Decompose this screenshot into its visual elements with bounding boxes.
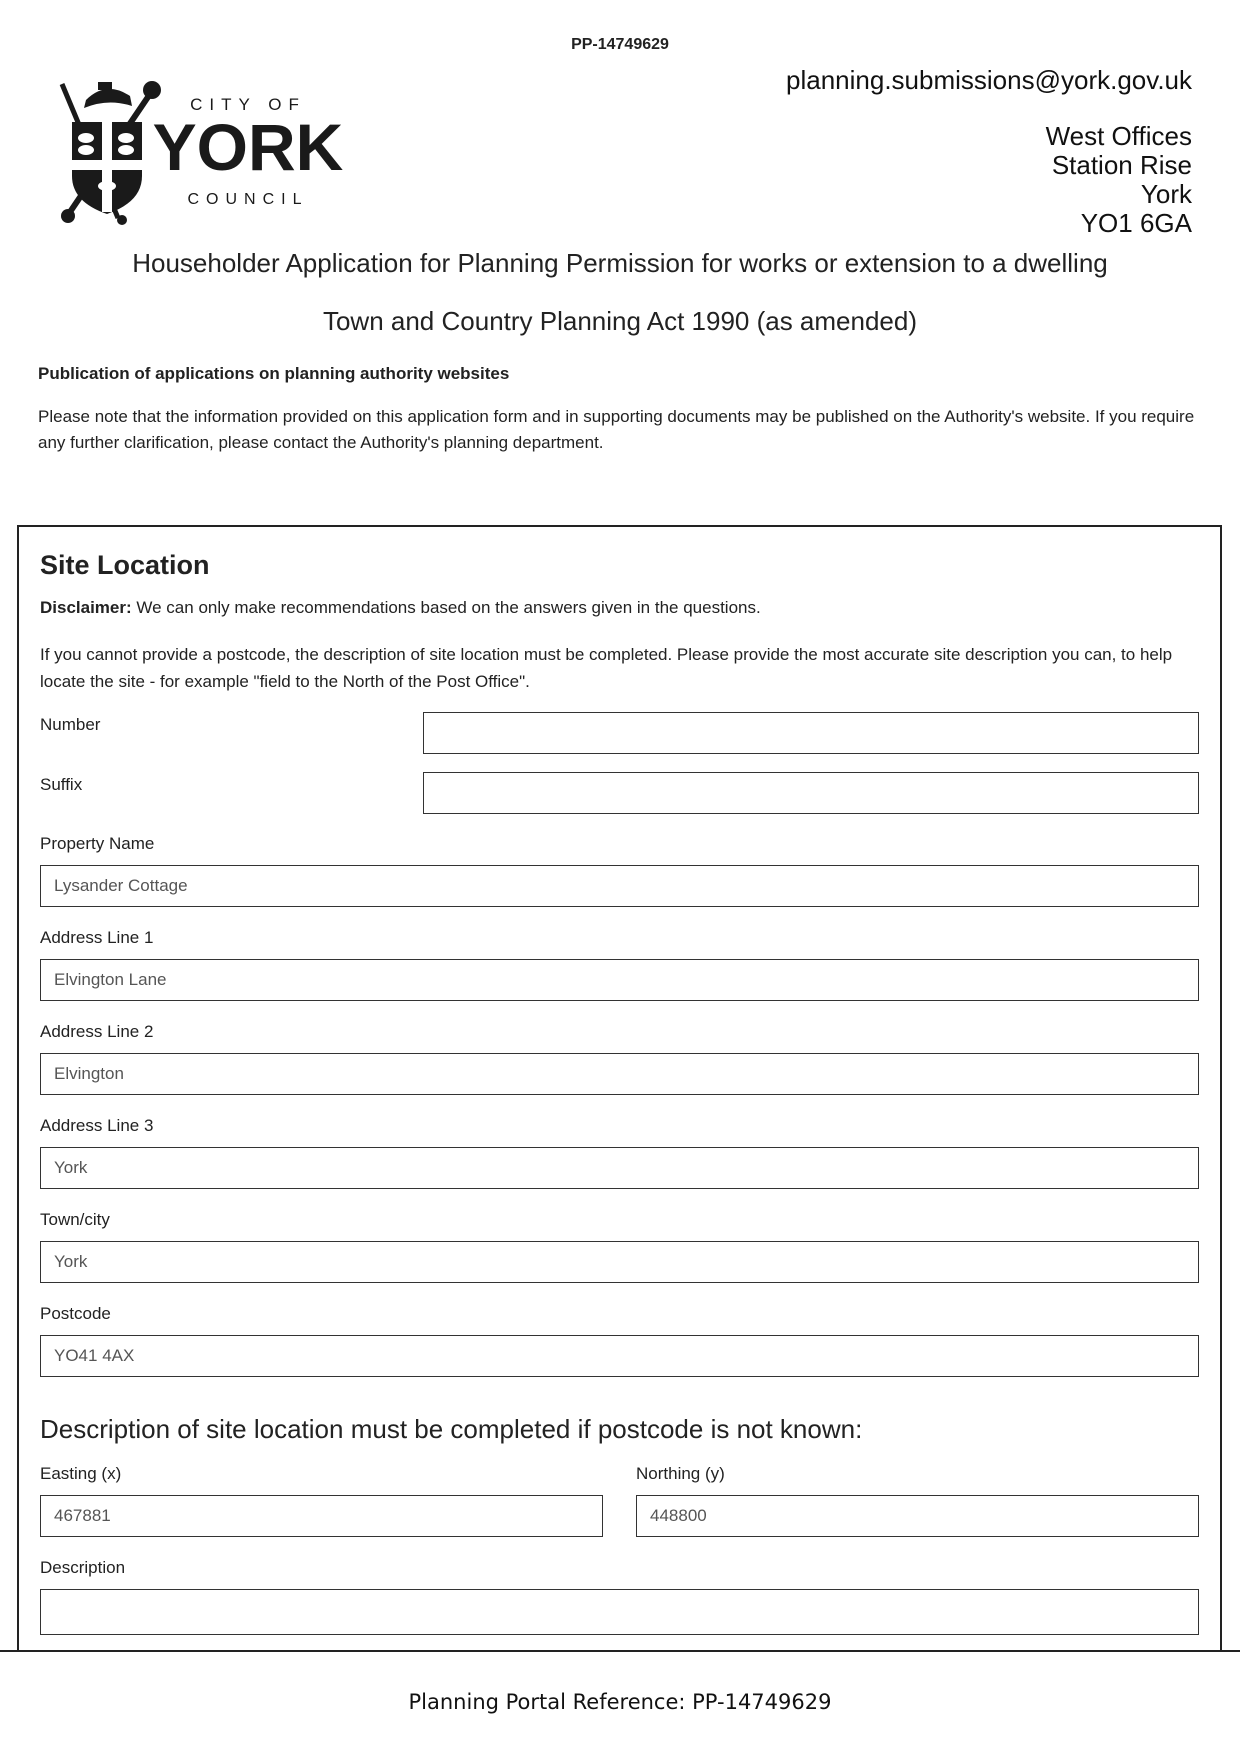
address-line: West Offices: [1045, 121, 1192, 151]
town-city-input[interactable]: York: [40, 1241, 1199, 1283]
description-input[interactable]: [40, 1589, 1199, 1635]
publication-heading: Publication of applications on planning authority websites: [38, 364, 510, 383]
description-label: Description: [40, 1558, 126, 1577]
property-name-label: Property Name: [40, 834, 155, 853]
address-line: YO1 6GA: [1080, 208, 1192, 238]
disclaimer-label: Disclaimer:: [40, 598, 132, 617]
easting-label: Easting (x): [40, 1464, 122, 1483]
easting-input[interactable]: 467881: [40, 1495, 603, 1537]
city-of-york-council-logo: [58, 78, 398, 228]
postcode-input[interactable]: YO41 4AX: [40, 1335, 1199, 1377]
form-title: Householder Application for Planning Permission for works or extension to a dwelling: [132, 248, 1108, 278]
address-line-1-label: Address Line 1: [40, 928, 154, 947]
logo-line3: COUNCIL: [187, 191, 309, 208]
form-subtitle: Town and Country Planning Act 1990 (as amended): [322, 306, 918, 336]
address-line-1-input[interactable]: Elvington Lane: [40, 959, 1199, 1001]
northing-label: Northing (y): [636, 1464, 725, 1483]
property-name-input[interactable]: Lysander Cottage: [40, 865, 1199, 907]
disclaimer: [40, 598, 1190, 618]
council-contact: [786, 64, 1192, 238]
footer-reference: Planning Portal Reference: PP-14749629: [408, 1690, 832, 1714]
logo-line2: YORK: [152, 110, 344, 184]
council-address: [786, 122, 1192, 238]
address-line-2-input[interactable]: Elvington: [40, 1053, 1199, 1095]
publication-notice: Please note that the information provided on this application form and in supporting documents may be published on the Authority's website. If you require any further clarification, please contact the Authority's planning department.: [38, 407, 1195, 452]
description-heading: Description of site location must be completed if postcode is not known:: [40, 1414, 863, 1444]
address-line: York: [1140, 179, 1192, 209]
address-line: Station Rise: [1051, 150, 1192, 180]
section-title: Site Location: [40, 550, 210, 580]
disclaimer-text: We can only make recommendations based on the answers given in the questions.: [131, 598, 761, 617]
number-input[interactable]: [423, 712, 1199, 754]
address-line-2-label: Address Line 2: [40, 1022, 154, 1041]
suffix-input[interactable]: [423, 772, 1199, 814]
reference-number-top: PP-14749629: [571, 36, 669, 53]
address-line-3-input[interactable]: York: [40, 1147, 1199, 1189]
number-label: Number: [40, 715, 101, 734]
site-location-hint: If you cannot provide a postcode, the description of site location must be completed. Please provide the most accurate site description you can, to help locate the site - for example "field to the North of the Post Office".: [40, 645, 1173, 691]
postcode-label: Postcode: [40, 1304, 111, 1323]
page-divider: [0, 1650, 1240, 1652]
northing-input[interactable]: 448800: [636, 1495, 1199, 1537]
contact-email[interactable]: planning.submissions@york.gov.uk: [786, 65, 1192, 95]
coat-of-arms-icon: [58, 78, 398, 228]
town-city-label: Town/city: [40, 1210, 110, 1229]
logo-line1: CITY OF: [190, 95, 306, 114]
address-line-3-label: Address Line 3: [40, 1116, 154, 1135]
suffix-label: Suffix: [40, 775, 83, 794]
